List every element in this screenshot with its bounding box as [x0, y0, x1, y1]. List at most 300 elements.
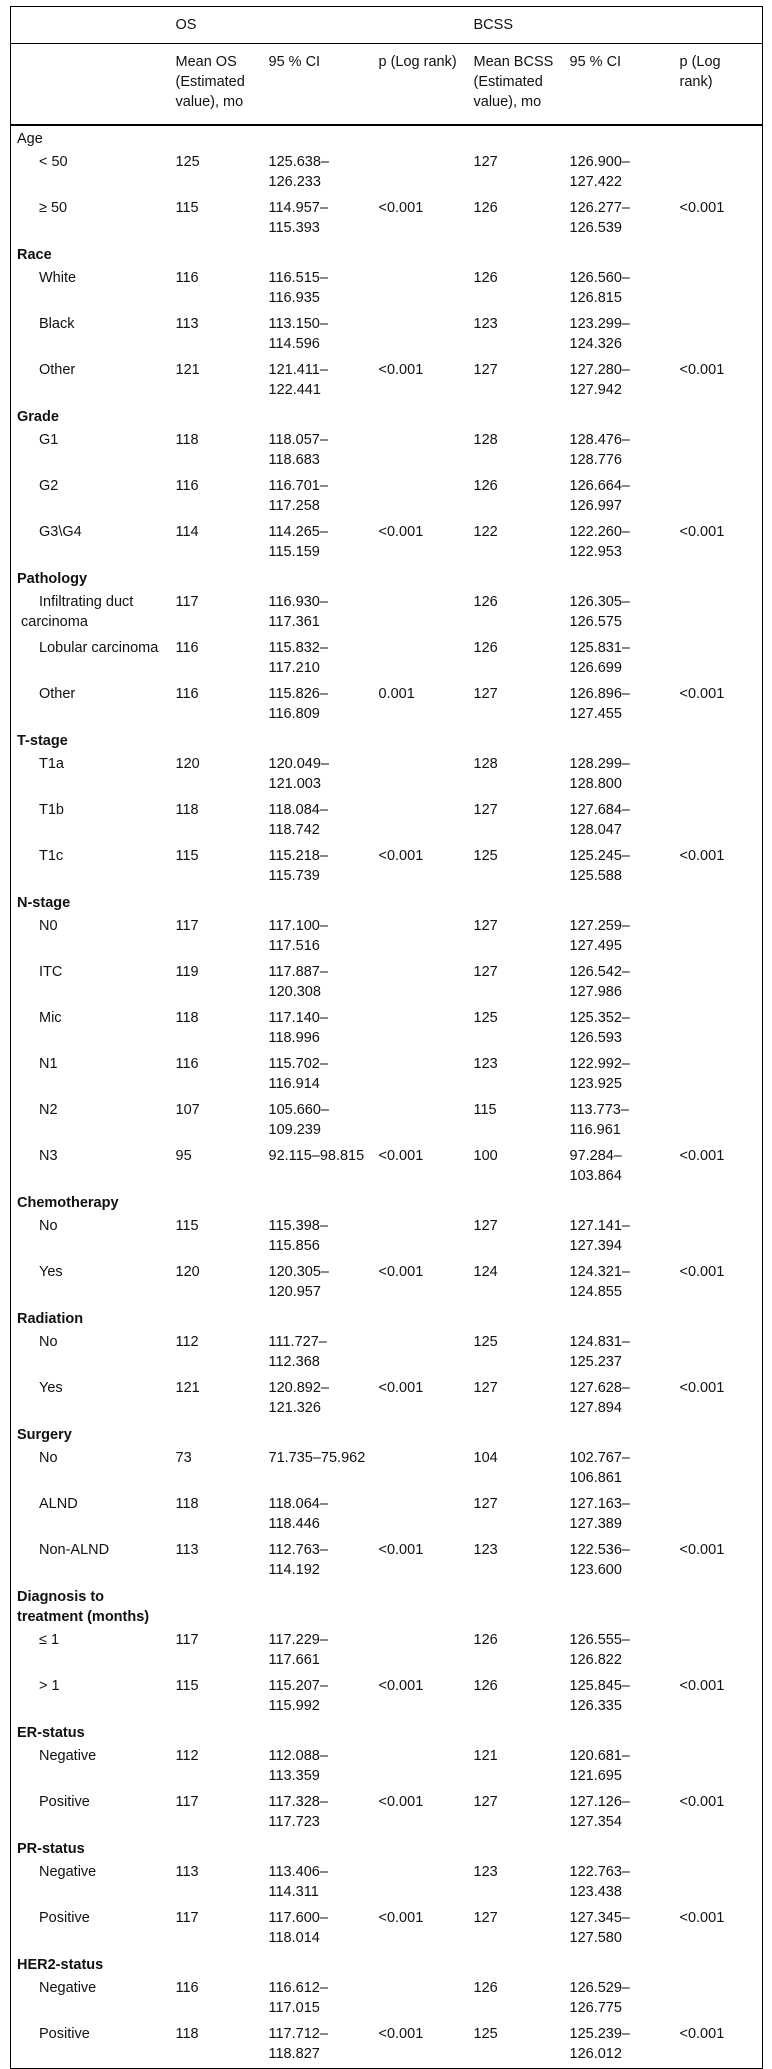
empty-cell [373, 890, 468, 914]
group-header-bcss: BCSS [468, 7, 763, 44]
cell-mean-os: 116 [175, 686, 199, 702]
row-label: N2 [39, 1102, 58, 1118]
cell-ci-bcss: 127.628–127.894 [569, 1380, 630, 1416]
row-label: Lobular carcinoma [39, 640, 159, 656]
cell-p-os: <0.001 [378, 1264, 424, 1280]
empty-cell [263, 1422, 373, 1446]
cell-p-os [373, 1860, 468, 1906]
cell-ci-os: 112.763–114.192 [268, 1542, 328, 1578]
empty-cell [373, 1720, 468, 1744]
cell-mean-os: 73 [175, 1450, 192, 1466]
cell-p-os: <0.001 [378, 1148, 424, 1164]
cell-ci-os: 116.612–117.015 [268, 1980, 328, 2016]
empty-cell [674, 242, 763, 266]
table-row [11, 752, 763, 798]
cell-ci-os: 115.832–117.210 [268, 640, 328, 676]
section-title: Surgery [17, 1427, 72, 1443]
cell-ci-os: 117.140–118.996 [268, 1010, 328, 1046]
table-row [11, 682, 763, 728]
cell-p-bcss: <0.001 [679, 1380, 725, 1396]
col-header-mean-bcss: Mean BCSS (Estimated value), mo [468, 44, 564, 126]
cell-ci-bcss: 126.529–126.775 [569, 1980, 630, 2016]
empty-cell [468, 728, 564, 752]
cell-p-os [373, 590, 468, 636]
cell-ci-os: 117.712–118.827 [263, 2022, 373, 2069]
cell-p-os [373, 1330, 468, 1376]
empty-cell [263, 566, 373, 590]
cell-mean-bcss: 127 [473, 362, 498, 378]
empty-cell [468, 1306, 564, 1330]
empty-cell [170, 242, 263, 266]
cell-mean-bcss: 126 [473, 200, 498, 216]
section-header-row [11, 566, 763, 590]
empty-cell [373, 1190, 468, 1214]
empty-cell [263, 890, 373, 914]
cell-ci-bcss: 128.299–128.800 [569, 756, 630, 792]
empty-cell [170, 404, 263, 428]
table-body [11, 125, 763, 2069]
empty-cell [263, 242, 373, 266]
empty-cell [373, 404, 468, 428]
empty-cell [468, 890, 564, 914]
table-row [11, 914, 763, 960]
table-row [11, 1628, 763, 1674]
empty-cell [468, 1584, 564, 1628]
row-label: ≥ 50 [39, 200, 68, 216]
table-row [11, 1538, 763, 1584]
empty-cell [468, 1720, 564, 1744]
cell-mean-bcss: 126 [473, 640, 498, 656]
cell-ci-bcss: 125.352–126.593 [569, 1010, 630, 1046]
column-header-row [11, 44, 763, 126]
cell-mean-bcss: 125 [473, 1334, 498, 1350]
row-label: G1 [39, 432, 59, 448]
table-row [11, 798, 763, 844]
cell-p-bcss: <0.001 [679, 1542, 725, 1558]
cell-ci-os: 114.957–115.393 [268, 200, 328, 236]
empty-cell [373, 728, 468, 752]
empty-cell [263, 404, 373, 428]
cell-p-bcss [674, 1006, 763, 1052]
group-header-os: OS [170, 7, 468, 44]
cell-p-os [373, 428, 468, 474]
cell-mean-bcss: 127 [473, 964, 498, 980]
cell-ci-bcss: 120.681–121.695 [569, 1748, 630, 1784]
cell-mean-os: 118 [175, 1496, 199, 1512]
cell-ci-bcss: 128.476–128.776 [569, 432, 630, 468]
cell-p-bcss: <0.001 [679, 200, 725, 216]
empty-cell [468, 566, 564, 590]
table-row [11, 1976, 763, 2022]
empty-cell [674, 1836, 763, 1860]
col-header-p-os: p (Log rank) [373, 44, 468, 126]
row-label: No [39, 1334, 58, 1350]
cell-mean-bcss: 104 [473, 1450, 498, 1466]
cell-ci-bcss: 127.163–127.389 [569, 1496, 630, 1532]
section-title: Chemotherapy [17, 1195, 119, 1211]
cell-mean-os: 116 [175, 1056, 199, 1072]
row-label: Mic [39, 1010, 62, 1026]
empty-cell [263, 1584, 373, 1628]
empty-cell [373, 1584, 468, 1628]
cell-ci-os: 113.406–114.311 [268, 1864, 328, 1900]
cell-mean-os: 120 [175, 1264, 200, 1280]
row-label: Non-ALND [39, 1542, 110, 1558]
cell-ci-bcss: 126.664–126.997 [569, 478, 630, 514]
cell-mean-os: 115 [175, 1678, 199, 1694]
table-row [11, 1144, 763, 1190]
section-title: PR-status [17, 1841, 85, 1857]
empty-cell [263, 1720, 373, 1744]
section-title: N-stage [17, 895, 71, 911]
table-row [11, 1330, 763, 1376]
cell-ci-os: 115.826–116.809 [268, 686, 328, 722]
cell-mean-bcss: 122 [473, 524, 498, 540]
row-label: > 1 [39, 1678, 60, 1694]
empty-cell [674, 728, 763, 752]
cell-ci-os: 111.727–112.368 [268, 1334, 327, 1370]
cell-mean-bcss: 127 [473, 1380, 498, 1396]
empty-cell [263, 1190, 373, 1214]
cell-p-bcss [674, 636, 763, 682]
group-header-row [11, 7, 763, 44]
cell-p-bcss: <0.001 [679, 848, 725, 864]
table-row [11, 1744, 763, 1790]
cell-mean-os: 121 [175, 362, 200, 378]
row-label: Positive [39, 1794, 90, 1810]
cell-p-bcss [674, 1860, 763, 1906]
cell-ci-os: 115.398–115.856 [268, 1218, 328, 1254]
cell-p-bcss [674, 1976, 763, 2022]
cell-p-bcss [674, 474, 763, 520]
cell-p-os [373, 1214, 468, 1260]
cell-mean-os: 119 [175, 964, 199, 980]
cell-p-bcss [674, 266, 763, 312]
cell-p-os: <0.001 [373, 2022, 468, 2069]
cell-mean-os: 125 [175, 154, 200, 170]
section-header-row [11, 890, 763, 914]
cell-ci-os: 120.305–120.957 [268, 1264, 329, 1300]
cell-ci-os: 120.049–121.003 [268, 756, 329, 792]
empty-cell [170, 1306, 263, 1330]
cell-mean-os: 120 [175, 756, 200, 772]
cell-mean-os: 113 [175, 1864, 199, 1880]
cell-mean-bcss: 127 [473, 1496, 498, 1512]
cell-mean-os: 116 [175, 1980, 199, 1996]
section-header-row [11, 728, 763, 752]
table-header [11, 7, 763, 126]
row-label: < 50 [39, 154, 68, 170]
empty-cell [373, 125, 468, 150]
cell-ci-bcss: 127.684–128.047 [569, 802, 630, 838]
cell-p-os: <0.001 [378, 1910, 424, 1926]
cell-ci-bcss: 127.345–127.580 [569, 1910, 630, 1946]
survival-table [10, 6, 763, 2069]
cell-mean-os: 113 [175, 1542, 199, 1558]
row-label: N0 [39, 918, 58, 934]
table-row [11, 590, 763, 636]
empty-header-cell [11, 44, 170, 126]
cell-p-os [373, 752, 468, 798]
cell-mean-os: 116 [175, 478, 199, 494]
empty-cell [468, 1422, 564, 1446]
cell-mean-os: 118 [175, 432, 199, 448]
empty-cell [373, 566, 468, 590]
cell-mean-os: 117 [175, 918, 199, 934]
section-title: Race [17, 247, 52, 263]
empty-cell [263, 1952, 373, 1976]
cell-p-bcss [674, 1214, 763, 1260]
empty-cell [373, 242, 468, 266]
cell-p-os: <0.001 [378, 1380, 424, 1396]
cell-mean-bcss: 126 [473, 1980, 498, 1996]
cell-p-os [373, 1098, 468, 1144]
cell-mean-os: 95 [175, 1148, 192, 1164]
table-row [11, 1446, 763, 1492]
cell-ci-os: 125.638–126.233 [268, 154, 329, 190]
cell-ci-os: 116.701–117.258 [268, 478, 328, 514]
row-label: Negative [39, 1864, 97, 1880]
cell-p-bcss: <0.001 [679, 1678, 725, 1694]
table-row [11, 1860, 763, 1906]
row-label: Infiltrating duct carcinoma [21, 594, 134, 630]
cell-ci-bcss: 125.831–126.699 [569, 640, 630, 676]
cell-p-bcss: <0.001 [679, 686, 725, 702]
empty-cell [373, 1836, 468, 1860]
cell-mean-os: 121 [175, 1380, 200, 1396]
cell-ci-os: 117.100–117.516 [268, 918, 328, 954]
cell-p-bcss [674, 1744, 763, 1790]
cell-ci-bcss: 124.831–125.237 [569, 1334, 630, 1370]
cell-ci-bcss: 125.239–126.012 [564, 2022, 674, 2069]
empty-cell [468, 242, 564, 266]
cell-p-os [373, 636, 468, 682]
empty-cell [373, 1422, 468, 1446]
row-label: ITC [39, 964, 63, 980]
table-row [11, 1006, 763, 1052]
table-row [11, 1376, 763, 1422]
col-header-ci-bcss: 95 % CI [564, 44, 674, 126]
cell-p-os: 0.001 [378, 686, 415, 702]
cell-mean-bcss: 125 [468, 2022, 564, 2069]
section-header-row [11, 1584, 763, 1628]
cell-ci-bcss: 126.900–127.422 [569, 154, 630, 190]
cell-p-bcss: <0.001 [679, 1148, 725, 1164]
cell-mean-bcss: 126 [473, 478, 498, 494]
row-label: Positive [39, 1910, 90, 1926]
cell-p-bcss [674, 914, 763, 960]
empty-cell [564, 1584, 674, 1628]
table-row [11, 1674, 763, 1720]
row-label: T1b [39, 802, 64, 818]
cell-mean-os: 112 [175, 1334, 199, 1350]
cell-mean-os: 113 [175, 316, 199, 332]
cell-mean-bcss: 126 [473, 1678, 498, 1694]
cell-ci-bcss: 122.992–123.925 [569, 1056, 630, 1092]
row-label: White [39, 270, 77, 286]
cell-mean-bcss: 127 [473, 1794, 498, 1810]
cell-ci-bcss: 126.896–127.455 [569, 686, 630, 722]
cell-ci-os: 92.115–98.815 [268, 1148, 365, 1164]
empty-cell [170, 1190, 263, 1214]
section-header-row [11, 1836, 763, 1860]
section-title: ER-status [17, 1725, 85, 1741]
cell-p-os [373, 474, 468, 520]
table-row [11, 428, 763, 474]
empty-cell [263, 1836, 373, 1860]
cell-p-os [373, 1492, 468, 1538]
empty-cell [170, 1836, 263, 1860]
cell-p-bcss [674, 590, 763, 636]
col-header-mean-os: Mean OS (Estimated value), mo [170, 44, 263, 126]
cell-mean-os: 117 [175, 594, 199, 610]
empty-cell [468, 1190, 564, 1214]
cell-ci-bcss: 97.284–103.864 [569, 1148, 622, 1184]
empty-cell [564, 1720, 674, 1744]
cell-p-bcss: <0.001 [679, 1264, 725, 1280]
cell-ci-bcss: 122.763–123.438 [569, 1864, 630, 1900]
cell-p-os: <0.001 [378, 1678, 424, 1694]
cell-p-os [373, 914, 468, 960]
empty-cell [674, 1584, 763, 1628]
empty-cell [373, 1952, 468, 1976]
empty-cell [468, 125, 564, 150]
cell-ci-bcss: 127.141–127.394 [569, 1218, 630, 1254]
row-label: Negative [39, 1980, 97, 1996]
cell-mean-bcss: 127 [473, 1910, 498, 1926]
cell-mean-os: 118 [175, 802, 199, 818]
col-header-ci-os: 95 % CI [263, 44, 373, 126]
cell-ci-bcss: 123.299–124.326 [569, 316, 630, 352]
section-title: T-stage [17, 733, 68, 749]
row-label: Other [39, 686, 76, 702]
table-row [11, 2022, 763, 2069]
cell-mean-os: 114 [175, 524, 199, 540]
cell-mean-bcss: 126 [473, 1632, 498, 1648]
cell-p-os [373, 1446, 468, 1492]
cell-p-bcss [674, 798, 763, 844]
cell-mean-bcss: 128 [473, 756, 498, 772]
section-title: HER2-status [17, 1957, 104, 1973]
empty-cell [564, 1422, 674, 1446]
empty-cell [170, 1952, 263, 1976]
cell-mean-bcss: 127 [473, 686, 498, 702]
row-label: Black [39, 316, 75, 332]
row-label: Yes [39, 1380, 63, 1396]
cell-p-os [373, 1744, 468, 1790]
section-title: Diagnosis to treatment (months) [17, 1589, 150, 1625]
cell-ci-bcss: 122.260–122.953 [569, 524, 630, 560]
cell-ci-bcss: 113.773–116.961 [569, 1102, 629, 1138]
table-row [11, 1260, 763, 1306]
cell-ci-os: 121.411–122.441 [268, 362, 328, 398]
section-title: Age [17, 131, 43, 147]
cell-p-os: <0.001 [378, 1542, 424, 1558]
cell-ci-bcss: 126.542–127.986 [569, 964, 630, 1000]
cell-mean-os: 118 [170, 2022, 263, 2069]
table-row [11, 636, 763, 682]
cell-p-bcss [674, 1330, 763, 1376]
cell-p-bcss [674, 1628, 763, 1674]
cell-mean-bcss: 125 [473, 848, 498, 864]
table-row [11, 474, 763, 520]
col-header-p-bcss: p (Log rank) [674, 44, 763, 126]
empty-cell [674, 125, 763, 150]
cell-ci-bcss: 126.560–126.815 [569, 270, 630, 306]
section-header-row [11, 1422, 763, 1446]
cell-ci-bcss: 126.277–126.539 [569, 200, 630, 236]
cell-mean-os: 115 [175, 200, 199, 216]
row-label: T1a [39, 756, 64, 772]
empty-cell [468, 1952, 564, 1976]
empty-cell [564, 242, 674, 266]
empty-cell [674, 1952, 763, 1976]
cell-mean-os: 115 [175, 1218, 199, 1234]
row-label: Other [39, 362, 76, 378]
empty-cell [373, 1306, 468, 1330]
cell-p-os: <0.001 [378, 524, 424, 540]
empty-cell [170, 566, 263, 590]
section-title: Radiation [17, 1311, 84, 1327]
cell-ci-os: 118.057–118.683 [268, 432, 328, 468]
cell-ci-bcss: 122.536–123.600 [569, 1542, 630, 1578]
row-label: N1 [39, 1056, 58, 1072]
table-row [11, 312, 763, 358]
empty-cell [674, 890, 763, 914]
cell-mean-os: 116 [175, 270, 199, 286]
cell-mean-bcss: 128 [473, 432, 498, 448]
cell-mean-bcss: 123 [473, 1542, 498, 1558]
cell-p-bcss [674, 1052, 763, 1098]
section-header-row [11, 125, 763, 150]
row-label: G2 [39, 478, 59, 494]
cell-ci-os: 116.930–117.361 [268, 594, 328, 630]
cell-p-bcss [674, 1098, 763, 1144]
empty-cell [263, 728, 373, 752]
section-header-row [11, 1952, 763, 1976]
cell-ci-bcss: 127.126–127.354 [569, 1794, 630, 1830]
row-label: No [39, 1218, 58, 1234]
cell-mean-os: 115 [175, 848, 199, 864]
empty-cell [468, 404, 564, 428]
row-label: Yes [39, 1264, 63, 1280]
cell-ci-os: 115.702–116.914 [268, 1056, 328, 1092]
row-label: Negative [39, 1748, 97, 1764]
empty-cell [170, 728, 263, 752]
cell-ci-os: 120.892–121.326 [268, 1380, 329, 1416]
cell-p-bcss [674, 1492, 763, 1538]
cell-p-bcss: <0.001 [679, 1794, 725, 1810]
empty-cell [674, 1306, 763, 1330]
cell-mean-bcss: 127 [473, 802, 498, 818]
cell-p-os [373, 312, 468, 358]
cell-mean-bcss: 121 [473, 1748, 498, 1764]
cell-p-os [373, 1976, 468, 2022]
cell-ci-bcss: 127.259–127.495 [569, 918, 630, 954]
cell-ci-bcss: 127.280–127.942 [569, 362, 630, 398]
cell-p-bcss [674, 752, 763, 798]
cell-p-bcss: <0.001 [679, 362, 725, 378]
table-row [11, 1052, 763, 1098]
cell-mean-bcss: 123 [473, 1864, 498, 1880]
cell-p-bcss [674, 960, 763, 1006]
empty-cell [564, 1190, 674, 1214]
table-row [11, 960, 763, 1006]
cell-mean-bcss: 123 [473, 1056, 498, 1072]
cell-mean-bcss: 125 [473, 1010, 498, 1026]
empty-cell [170, 1422, 263, 1446]
section-title: Pathology [17, 571, 88, 587]
